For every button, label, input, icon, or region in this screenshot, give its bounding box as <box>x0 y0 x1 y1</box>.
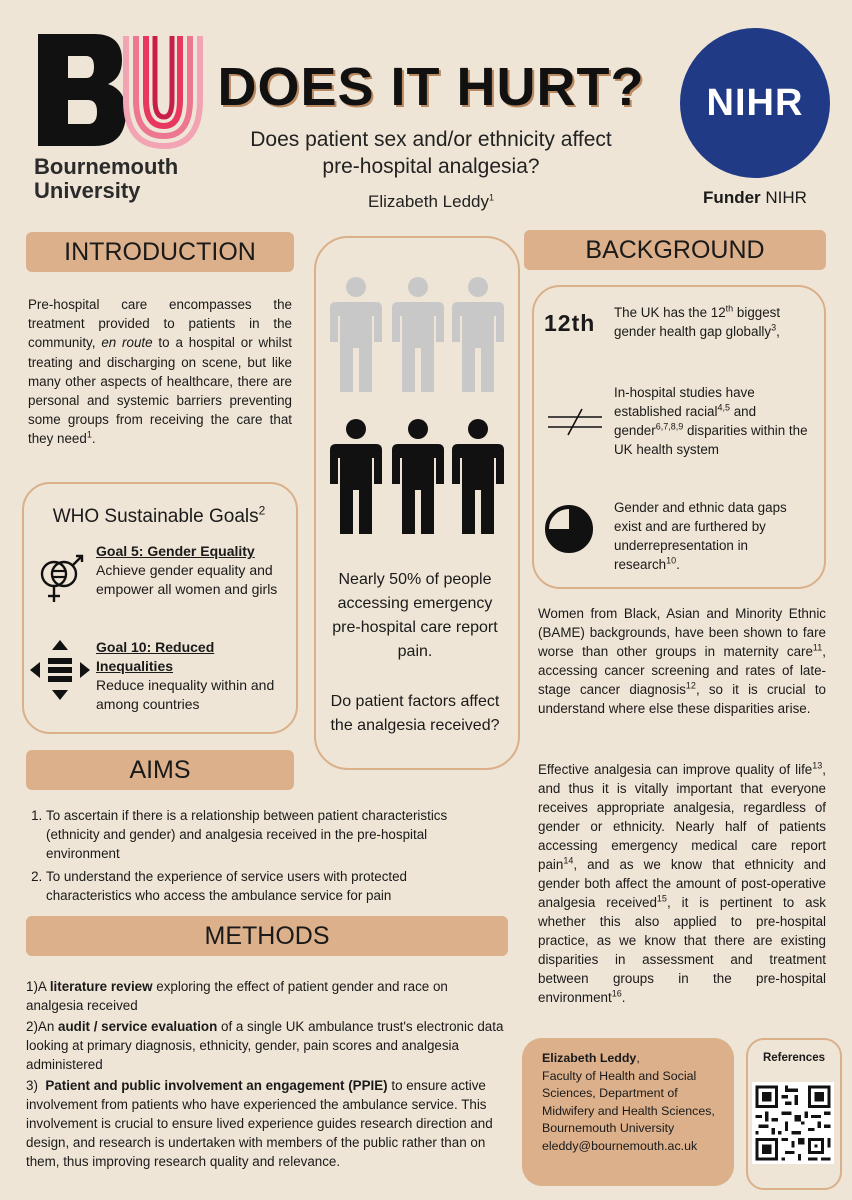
method2-number: 2)An <box>26 1019 59 1034</box>
university-name-line1: Bournemouth <box>34 154 179 179</box>
fact1-part: The UK has the 12 <box>614 305 726 320</box>
method1-number: 1)A <box>26 979 50 994</box>
research-question: Do patient factors affect the analgesia received? <box>330 693 500 734</box>
university-name-line2: University <box>34 178 141 203</box>
intro-text-emphasis: en route <box>101 335 153 351</box>
goal10-title-2: Inequalities <box>96 658 174 674</box>
introduction-text <box>28 295 292 449</box>
author-name: Elizabeth Leddy <box>368 192 489 211</box>
methods-list <box>26 977 504 1171</box>
pie-chart-icon <box>544 504 594 554</box>
contact-name-suffix: , <box>636 1051 640 1065</box>
reduced-inequalities-icon <box>28 638 92 702</box>
method2-text: of a single UK ambulance trust's electronic data looking at primary diagnosis, ethnicity, gender, pain scores and analgesia administered <box>26 1019 504 1072</box>
fact2-citation: 6,7,8,9 <box>655 421 684 432</box>
para1-part: Women from Black, Asian and Minority Ethnic (BAME) backgrounds, have been shown to fare worse than other groups in maternity care <box>538 606 826 659</box>
goal10-title-1: Goal 10: Reduced <box>96 639 215 655</box>
fact3-part: . <box>676 557 680 572</box>
method-item-1 <box>26 977 504 1015</box>
aims-list <box>24 806 494 909</box>
who-heading-citation: 2 <box>258 503 266 518</box>
aim-item: 1. To ascertain if there is a relationship between patient characteristics (ethnicity and gender) and analgesia received in the pre-hospital environment <box>46 806 494 863</box>
poster-title: DOES IT HURT? <box>217 57 645 117</box>
intro-text-part: to a hospital or whilst treating and discharging on scene, but like many other aspects of healthcare, there are personal and systemic barriers preventing some groups from receiving the care that they need <box>28 335 292 447</box>
intro-text-part: . <box>91 431 96 447</box>
para2-citation: 13 <box>812 760 823 771</box>
fact2-part: In-hospital studies have established racial <box>614 385 755 419</box>
fact-disparities <box>614 383 814 459</box>
method3-number: 3) <box>26 1078 46 1093</box>
fact2-part: disparities within the UK health system <box>614 423 808 457</box>
fact1-part: biggest gender health gap globally <box>614 305 781 339</box>
intro-citation: 1 <box>86 429 92 440</box>
fact-gender-gap <box>614 303 814 341</box>
fact1-part: , <box>776 324 780 339</box>
goal5 <box>96 542 286 599</box>
method1-text: exploring the effect of patient gender and race on analgesia received <box>26 979 448 1013</box>
funder-line <box>680 188 830 208</box>
background-heading: BACKGROUND <box>524 230 826 270</box>
background-paragraph-1 <box>538 604 826 718</box>
pain-statistic: Nearly 50% of people accessing emergency pre-hospital care report pain. <box>332 571 498 660</box>
aims-heading: AIMS <box>26 750 294 790</box>
qr-code-icon[interactable] <box>752 1082 834 1164</box>
fact3-part: Gender and ethnic data gaps exist and are furthered by underrepresentation in research <box>614 500 787 572</box>
fact3-citation: 10 <box>666 555 677 566</box>
fact1-citation: 3 <box>771 322 777 333</box>
person-icon <box>390 276 446 394</box>
goal10-text: Reduce inequality within and among countries <box>96 677 275 712</box>
person-icon <box>328 276 384 394</box>
nihr-logo <box>680 28 830 178</box>
author-line <box>206 192 656 212</box>
people-grey-row <box>328 276 508 396</box>
method-item-3 <box>26 1076 504 1171</box>
fact2-part: and gender <box>614 404 757 438</box>
para2-part: Effective analgesia can improve quality of life <box>538 762 813 777</box>
subtitle-line2: pre-hospital analgesia? <box>322 155 540 178</box>
methods-heading: METHODS <box>26 916 508 956</box>
person-icon <box>450 276 506 394</box>
goal5-text: Achieve gender equality and empower all women and girls <box>96 562 278 597</box>
who-heading-text: WHO Sustainable Goals <box>52 506 259 527</box>
method1-bold: literature review <box>49 979 153 994</box>
fact-data-gaps <box>614 498 814 574</box>
method2-bold: audit / service evaluation <box>58 1019 218 1034</box>
subtitle-line1: Does patient sex and/or ethnicity affect <box>250 128 612 151</box>
para1-citation: 11 <box>812 642 823 653</box>
person-icon <box>328 418 384 536</box>
intro-text-part: Pre-hospital care encompasses the treatment provided to patients in the community, <box>28 297 292 351</box>
people-black-row <box>328 418 508 538</box>
person-icon <box>390 418 446 536</box>
background-paragraph-2 <box>538 760 826 1007</box>
method3-text: to ensure active involvement from patients who have experienced the ambulance service. This involvement is crucial to ensure lived experience guides research direction and design, and research is undertaken with members of the public rather than on them, thus improving research quality and relevance. <box>26 1078 493 1169</box>
para2-citation: 16 <box>611 988 622 999</box>
para2-part: , it is pertinent to ask whether this also applied to pre-hospital practice, as we know that there are existing disparities in assessment and treatment between groups in the pre-hospital environment <box>538 895 826 1005</box>
para1-part: , so it is crucial to understand where else these disparities arise. <box>538 682 826 716</box>
method-item-2 <box>26 1017 504 1074</box>
contact-name: Elizabeth Leddy <box>542 1051 637 1065</box>
goal10 <box>96 638 286 714</box>
para2-part: , and thus it is vitally important that everyone receives appropriate analgesia, regardless of gender or ethnicity. Nearly half of patients accessing emergency medical care report pain <box>538 762 826 872</box>
references-heading: References <box>762 1052 825 1064</box>
goal5-title: Goal 5: Gender Equality <box>96 543 255 559</box>
not-equal-icon <box>548 408 602 436</box>
contact-details <box>542 1050 732 1155</box>
para2-citation: 15 <box>656 893 667 904</box>
para2-part: , and as we know that ethnicity and gender both affect the amount of post-operative analgesia received <box>538 857 826 910</box>
para2-part: . <box>621 990 626 1005</box>
contact-name-line <box>542 1050 732 1068</box>
gender-equality-icon <box>34 552 88 606</box>
fact1-sup: th <box>725 303 734 314</box>
rank-label: 12th <box>544 310 596 336</box>
funder-name: NIHR <box>765 188 807 207</box>
nihr-logo-text: NIHR <box>706 81 804 124</box>
para2-citation: 14 <box>563 855 574 866</box>
para1-part: , accessing cancer screening and rates of late-stage cancer diagnosis <box>538 644 826 697</box>
funder-label: Funder <box>703 188 761 207</box>
aim-item: 2. To understand the experience of service users with protected characteristics who access the ambulance service for pain <box>46 867 494 905</box>
author-affiliation: 1 <box>488 192 494 203</box>
poster-subtitle <box>206 126 656 180</box>
introduction-heading: INTRODUCTION <box>26 232 294 272</box>
method3-bold: Patient and public involvement an engagement (PPIE) <box>45 1078 388 1093</box>
bu-logo-mark <box>34 30 204 150</box>
para1-citation: 12 <box>685 680 696 691</box>
contact-email[interactable]: eleddy@bournemouth.ac.uk <box>542 1138 698 1153</box>
fact2-citation: 4,5 <box>717 402 730 413</box>
who-goals-heading <box>22 503 296 528</box>
contact-affiliation: Faculty of Health and Social Sciences, Department of Midwifery and Health Sciences, Bournemouth University <box>542 1068 715 1135</box>
bu-logo <box>34 30 204 205</box>
person-icon <box>450 418 506 536</box>
